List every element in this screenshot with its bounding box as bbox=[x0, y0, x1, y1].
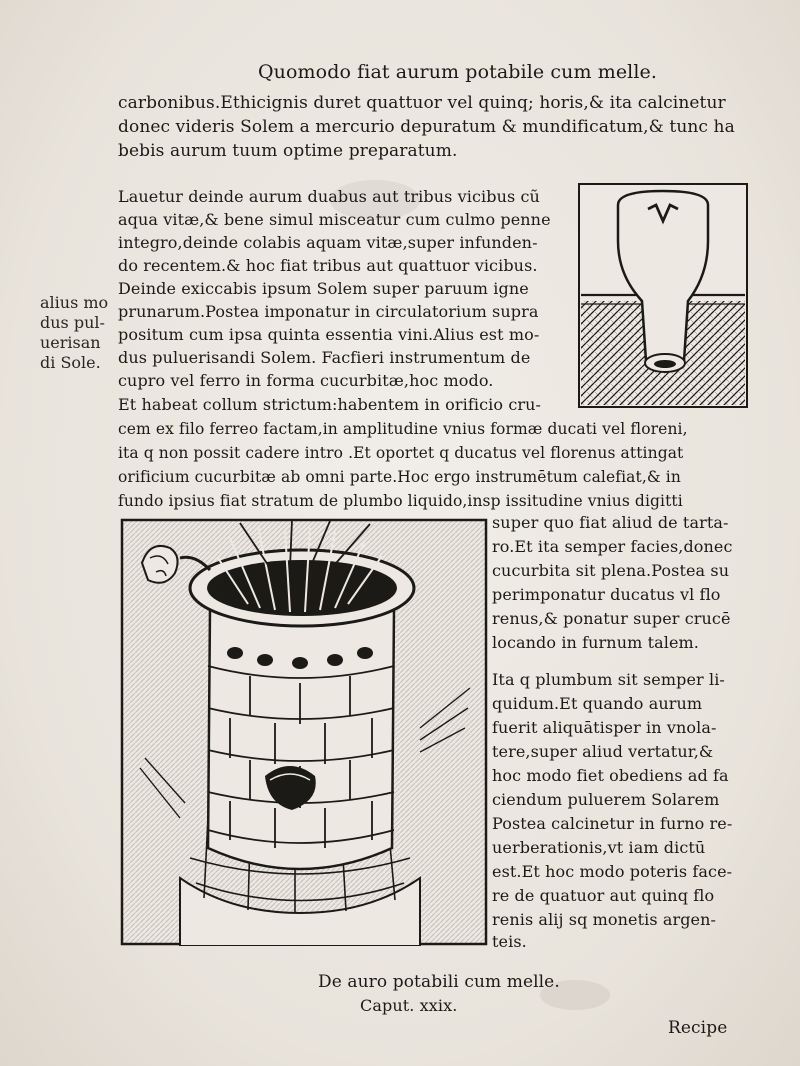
text-line: perimponatur ducatus vl flo bbox=[492, 585, 721, 604]
text-line: renus,& ponatur super crucē bbox=[492, 609, 731, 628]
text-line: est.Et hoc modo poteris face- bbox=[492, 862, 733, 881]
text-line: Ita q plumbum sit semper li- bbox=[492, 670, 725, 689]
text-line: do recentem.& hoc fiat tribus aut quattuor vicibus. bbox=[118, 256, 538, 275]
text-line: quidum.Et quando aurum bbox=[492, 694, 703, 713]
catchword: Recipe bbox=[668, 1018, 728, 1038]
text-line: orificium cucurbitæ ab omni parte.Hoc ergo instrumētum calefiat,& in bbox=[118, 468, 681, 486]
text-line: re de quatuor aut quinq flo bbox=[492, 886, 715, 905]
text-line: integro,deinde colabis aquam vitæ,super infunden- bbox=[118, 233, 538, 252]
text-line: locando in furnum talem. bbox=[492, 633, 699, 652]
text-line: uerberationis,vt iam dictū bbox=[492, 838, 706, 857]
text-line: positum cum ipsa quinta essentia vini.Alius est mo- bbox=[118, 325, 540, 344]
text-line: Postea calcinetur in furno re- bbox=[492, 814, 733, 833]
marginal-note-line: dus pul- bbox=[40, 313, 105, 332]
text-line: teis. bbox=[492, 932, 527, 951]
text-line: cucurbita sit plena.Postea su bbox=[492, 561, 730, 580]
chapter-title: De auro potabili cum melle. bbox=[318, 972, 560, 992]
text-line: Et habeat collum strictum:habentem in orificio cru- bbox=[118, 395, 542, 414]
furnace-woodcut-figure bbox=[120, 518, 488, 946]
text-line: ro.Et ita semper facies,donec bbox=[492, 537, 733, 556]
text-line: Deinde exiccabis ipsum Solem super paruum igne bbox=[118, 279, 529, 298]
marginal-note-line: uerisan bbox=[40, 333, 101, 352]
running-head: Quomodo fiat aurum potabile cum melle. bbox=[258, 61, 657, 83]
text-line: cupro vel ferro in forma cucurbitæ,hoc modo. bbox=[118, 371, 494, 390]
text-line: Lauetur deinde aurum duabus aut tribus vicibus cũ bbox=[118, 187, 540, 206]
text-line: renis alij sq monetis argen- bbox=[492, 910, 717, 929]
text-line: prunarum.Postea imponatur in circulatorium supra bbox=[118, 302, 539, 321]
text-line: fuerit aliquātisper in vnola- bbox=[492, 718, 717, 737]
text-line: aqua vitæ,& bene simul misceatur cum culmo penne bbox=[118, 210, 551, 229]
text-line: cem ex filo ferreo factam,in amplitudine vnius formæ ducati vel floreni, bbox=[118, 420, 688, 438]
text-line: ciendum puluerem Solarem bbox=[492, 790, 720, 809]
text-line: dus puluerisandi Solem. Facfieri instrumentum de bbox=[118, 348, 531, 367]
text-line: tere,super aliud vertatur,& bbox=[492, 742, 714, 761]
chapter-number: Caput. xxix. bbox=[360, 996, 458, 1015]
text-line: donec videris Solem a mercurio depuratum & mundificatum,& tunc ha bbox=[118, 117, 735, 137]
text-line: fundo ipsius fiat stratum de plumbo liquido,insp issitudine vnius digitti bbox=[118, 492, 683, 510]
text-line: bebis aurum tuum optime preparatum. bbox=[118, 141, 458, 161]
text-line: hoc modo fiet obediens ad fa bbox=[492, 766, 729, 785]
text-line: ita q non possit cadere intro .Et oportet q ducatus vel florenus attingat bbox=[118, 444, 684, 462]
text-line: super quo fiat aliud de tarta- bbox=[492, 513, 729, 532]
text-line: carbonibus.Ethicignis duret quattuor vel quinq; horis,& ita calcinetur bbox=[118, 93, 726, 113]
cucurbit-woodcut-figure bbox=[578, 183, 748, 408]
marginal-note-line: di Sole. bbox=[40, 353, 101, 372]
marginal-note-line: alius mo bbox=[40, 293, 109, 312]
